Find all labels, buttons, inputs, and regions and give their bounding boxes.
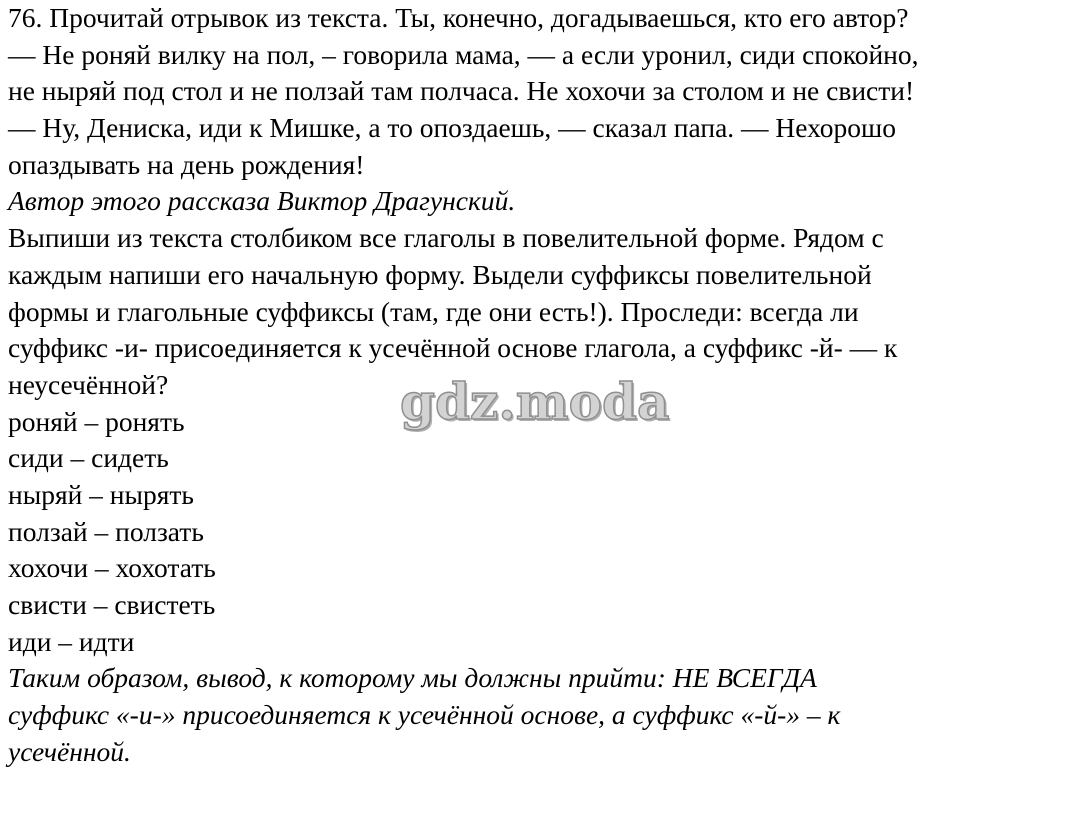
verb-pair: свисти – свистеть [8,589,216,620]
author-note: Автор этого рассказа Виктор Драгунский. [8,185,516,217]
instruction-line: каждым напиши его начальную форму. Выдели суффиксы повелительной [8,258,872,290]
verb-pair: сиди – сидеть [8,442,169,474]
conclusion-line: усечённой. [8,735,131,767]
verb-pair: иди – идти [8,625,135,657]
verb-pair: хохочи – хохотать [8,552,216,584]
watermark-logo: gdz.moda [400,372,670,431]
verb-pair: ползай – ползать [8,515,204,547]
instruction-line: неусечённой? [8,368,169,400]
verb-pair: ныряй – нырять [8,478,194,510]
task-line: — Не роняй вилку на пол, – говорила мама, — а если уронил, сиди спокойно, [8,38,919,70]
instruction-line: Выпиши из текста столбиком все глаголы в повелительной форме. Рядом с [8,222,884,254]
conclusion-line: суффикс «-и-» присоединяется к усечённой основе, а суффикс «-й-» – к [8,699,841,731]
task-line: опаздывать на день рождения! [8,148,365,180]
verb-pair: роняй – ронять [8,405,185,437]
task-line: 76. Прочитай отрывок из текста. Ты, конечно, догадываешься, кто его автор? [8,2,909,33]
instruction-line: формы и глагольные суффиксы (там, где они есть!). Проследи: всегда ли [8,295,859,327]
task-line: не ныряй под стол и не ползай там полчаса. Не хохочи за столом и не свисти! [8,75,915,107]
task-line: — Ну, Дениска, иди к Мишке, а то опоздаешь, — сказал папа. — Нехорошо [8,112,896,144]
conclusion-line: Таким образом, вывод, к которому мы должны прийти: НЕ ВСЕГДА [8,662,817,694]
instruction-line: суффикс -и- присоединяется к усечённой основе глагола, а суффикс -й- — к [8,332,898,364]
